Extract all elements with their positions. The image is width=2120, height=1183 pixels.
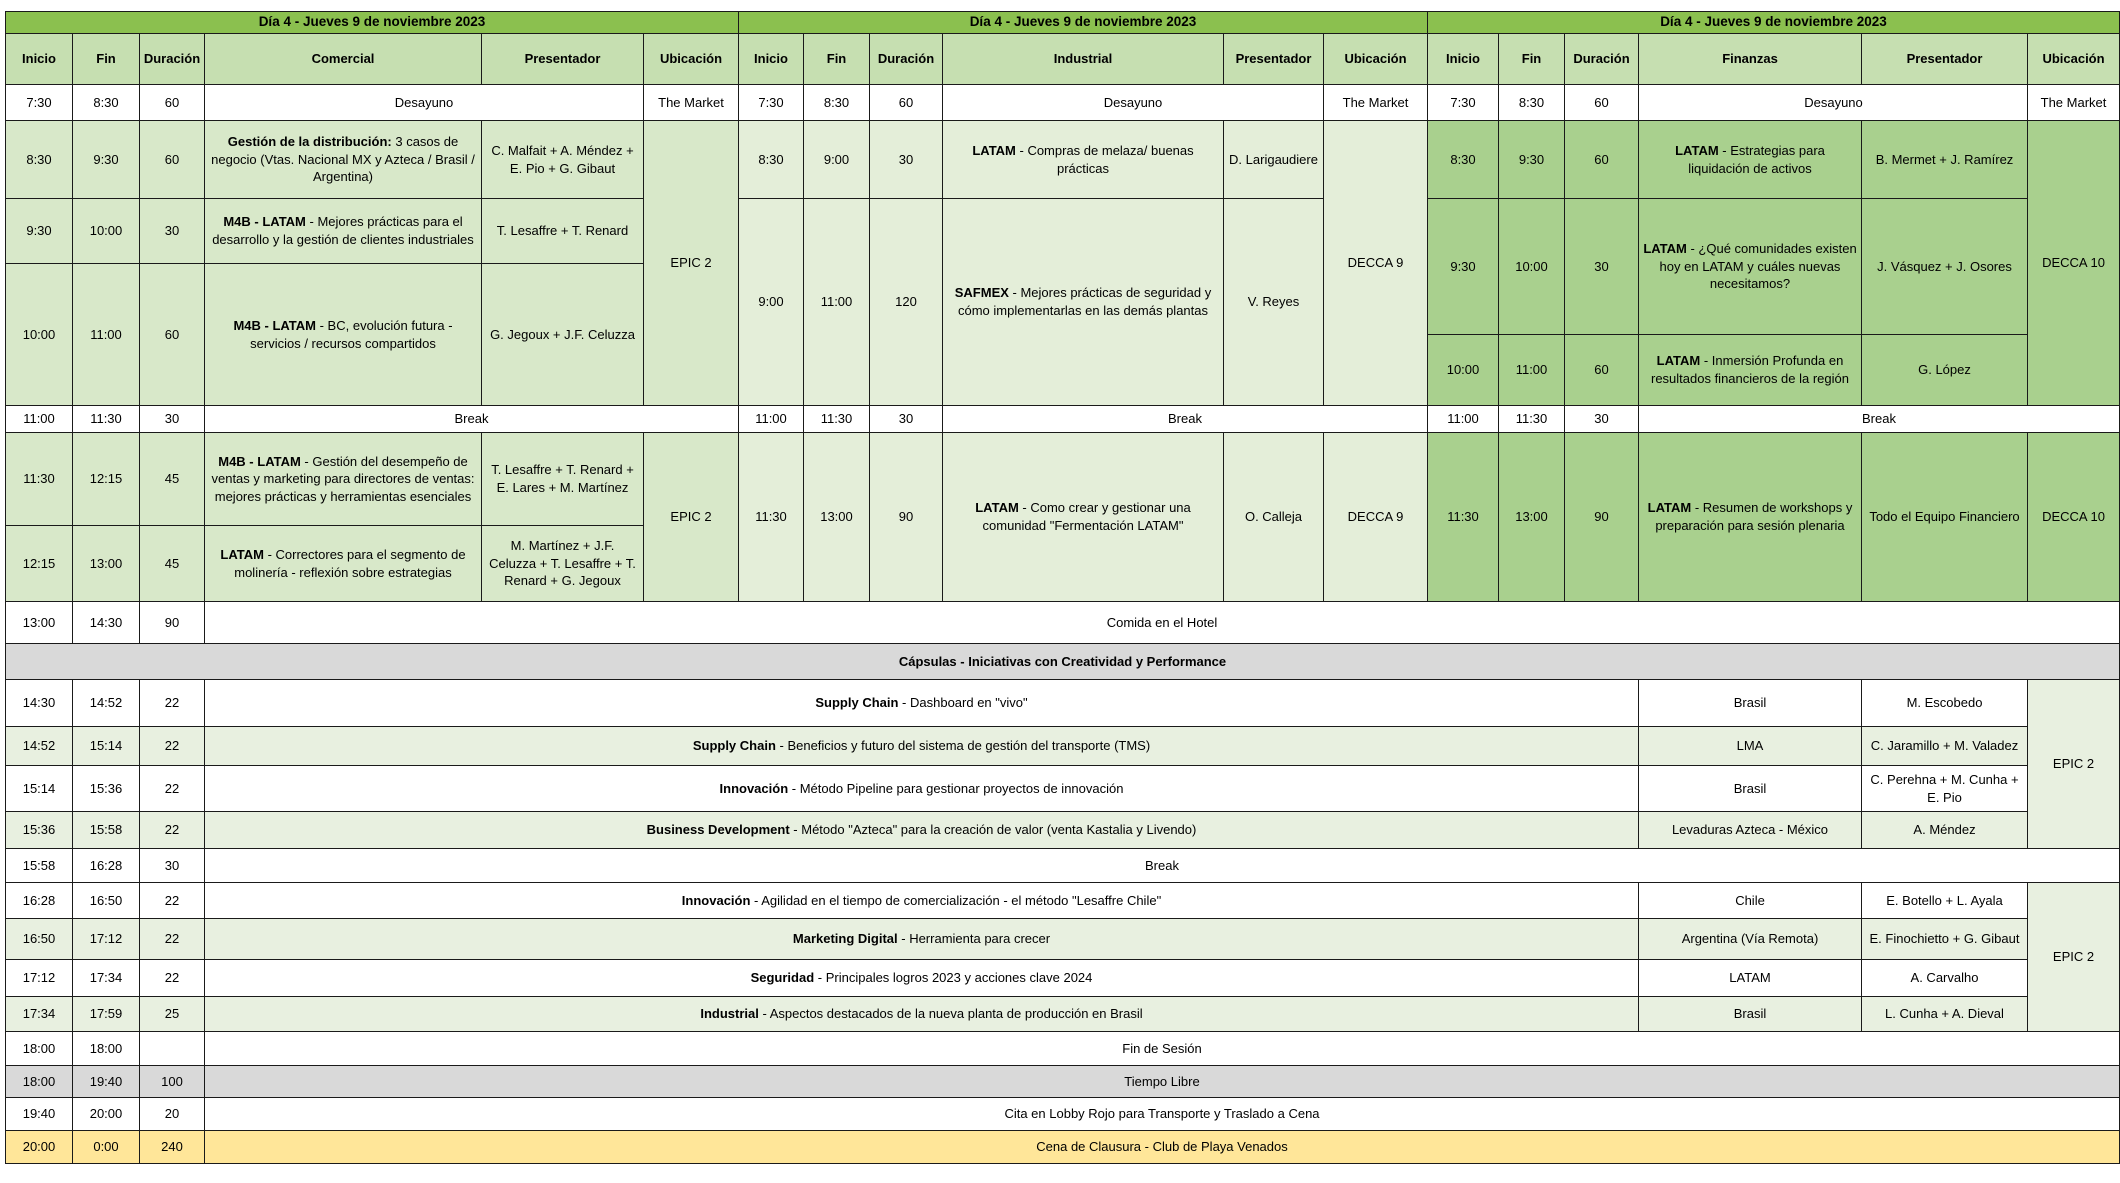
- capsula-2[interactable]: [204, 726, 1639, 766]
- section-title: Cápsulas: [898, 653, 957, 669]
- capsula-title: Seguridad: [750, 970, 815, 986]
- cell-duracion[interactable]: 22: [139, 726, 205, 766]
- cell-fin[interactable]: 13:00: [803, 432, 870, 602]
- cell-inicio[interactable]: 17:34: [5, 996, 73, 1032]
- col-header-fin[interactable]: Fin: [803, 33, 870, 85]
- capsula-title: Industrial: [700, 1006, 759, 1022]
- col-header-fin[interactable]: Fin: [72, 33, 140, 85]
- cell-tiempo-libre[interactable]: Tiempo Libre: [204, 1065, 2120, 1098]
- cell-fin[interactable]: 17:59: [72, 996, 140, 1032]
- cell-fin[interactable]: 0:00: [72, 1130, 140, 1164]
- cell-desayuno[interactable]: Desayuno: [942, 84, 1324, 121]
- cell-duracion[interactable]: 60: [139, 84, 205, 121]
- cell-inicio[interactable]: 10:00: [5, 263, 73, 406]
- presenter-comercial-3[interactable]: G. Jegoux + J.F. Celuzza: [481, 263, 644, 406]
- session-comercial-5[interactable]: [204, 525, 482, 602]
- cell-inicio[interactable]: 14:52: [5, 726, 73, 766]
- cell-location[interactable]: The Market: [2027, 84, 2120, 121]
- day-header-comercial[interactable]: Día 4 - Jueves 9 de noviembre 2023: [5, 11, 739, 34]
- cell-duracion[interactable]: 60: [1564, 334, 1639, 406]
- cell-inicio[interactable]: 7:30: [738, 84, 804, 121]
- col-header-presentador[interactable]: Presentador: [1861, 33, 2028, 85]
- capsula-title: Innovación: [681, 892, 751, 908]
- capsula-3[interactable]: [204, 765, 1639, 812]
- session-finanzas-4[interactable]: [1638, 432, 1862, 602]
- cell-duracion[interactable]: 45: [139, 432, 205, 526]
- cell-break[interactable]: Break: [1638, 405, 2120, 433]
- cell-fin[interactable]: 15:14: [72, 726, 140, 766]
- session-comercial-4[interactable]: [204, 432, 482, 526]
- cell-duracion[interactable]: 100: [139, 1065, 205, 1098]
- section-capsulas[interactable]: [5, 643, 2120, 680]
- cell-fin[interactable]: 11:00: [1498, 334, 1565, 406]
- presenter-finanzas-3[interactable]: G. López: [1861, 334, 2028, 406]
- cell-fin[interactable]: 12:15: [72, 432, 140, 526]
- cell-inicio[interactable]: 15:36: [5, 811, 73, 849]
- col-header-presentador[interactable]: Presentador: [1223, 33, 1324, 85]
- capsula-1[interactable]: [204, 679, 1639, 727]
- session-title: SAFMEX: [954, 285, 1009, 301]
- capsulas-location-1[interactable]: EPIC 2: [2027, 679, 2120, 849]
- capsula-presenter[interactable]: A. Carvalho: [1861, 959, 2028, 997]
- capsula-title: Business Development: [646, 822, 790, 838]
- session-finanzas-3[interactable]: [1638, 334, 1862, 406]
- cell-inicio[interactable]: 15:58: [5, 848, 73, 883]
- session-title: M4B - LATAM: [223, 214, 306, 230]
- cell-fin[interactable]: 15:36: [72, 765, 140, 812]
- presenter-industrial-3[interactable]: O. Calleja: [1223, 432, 1324, 602]
- cell-duracion[interactable]: 60: [1564, 120, 1639, 199]
- presenter-industrial-2[interactable]: V. Reyes: [1223, 198, 1324, 406]
- cell-location[interactable]: The Market: [1323, 84, 1428, 121]
- location-industrial-morning[interactable]: DECCA 9: [1323, 120, 1428, 406]
- session-title: LATAM: [1656, 353, 1701, 369]
- cell-inicio[interactable]: 8:30: [1427, 120, 1499, 199]
- col-header-duracion[interactable]: Duración: [139, 33, 205, 85]
- col-header-duracion[interactable]: Duración: [1564, 33, 1639, 85]
- cell-inicio[interactable]: 14:30: [5, 679, 73, 727]
- cell-fin[interactable]: 11:00: [803, 198, 870, 406]
- cell-duracion[interactable]: 22: [139, 811, 205, 849]
- capsula-title: Innovación: [719, 780, 789, 796]
- col-header-comercial[interactable]: Comercial: [204, 33, 482, 85]
- cell-inicio[interactable]: 18:00: [5, 1031, 73, 1066]
- session-title: M4B - LATAM: [218, 453, 301, 469]
- capsulas-location-2[interactable]: EPIC 2: [2027, 882, 2120, 1032]
- capsula-country[interactable]: Brasil: [1638, 679, 1862, 727]
- capsula-desc: - Beneficios y futuro del sistema de gestión del transporte (TMS): [775, 738, 1151, 754]
- cell-duracion[interactable]: 60: [139, 263, 205, 406]
- capsula-presenter[interactable]: L. Cunha + A. Dieval: [1861, 996, 2028, 1032]
- session-title: Gestión de la distribución:: [227, 134, 392, 150]
- capsula-desc: - Dashboard en "vivo": [898, 695, 1028, 711]
- session-finanzas-1[interactable]: [1638, 120, 1862, 199]
- capsula-title: Supply Chain: [692, 738, 776, 754]
- presenter-comercial-2[interactable]: T. Lesaffre + T. Renard: [481, 198, 644, 264]
- capsula-presenter[interactable]: E. Finochietto + G. Gibaut: [1861, 918, 2028, 960]
- capsula-desc: - Método Pipeline para gestionar proyectos de innovación: [788, 780, 1124, 796]
- cell-inicio[interactable]: 7:30: [1427, 84, 1499, 121]
- col-header-ubicacion[interactable]: Ubicación: [643, 33, 739, 85]
- col-header-ubicacion[interactable]: Ubicación: [2027, 33, 2120, 85]
- session-desc: - Inmersión Profunda en resultados financieros de la región: [1650, 353, 1849, 386]
- session-title: LATAM: [972, 142, 1016, 158]
- session-finanzas-2[interactable]: [1638, 198, 1862, 335]
- col-header-presentador[interactable]: Presentador: [481, 33, 644, 85]
- cell-duracion[interactable]: 60: [869, 84, 943, 121]
- cell-fin[interactable]: 11:00: [72, 263, 140, 406]
- session-desc: 3 casos de negocio (Vtas. Nacional MX y Azteca / Brasil / Argentina): [211, 134, 475, 185]
- capsula-presenter[interactable]: E. Botello + L. Ayala: [1861, 882, 2028, 919]
- cell-fin[interactable]: 9:00: [803, 120, 870, 199]
- cell-fin[interactable]: 15:58: [72, 811, 140, 849]
- presenter-finanzas-1[interactable]: B. Mermet + J. Ramírez: [1861, 120, 2028, 199]
- location-comercial-late[interactable]: EPIC 2: [643, 432, 739, 602]
- col-header-inicio[interactable]: Inicio: [738, 33, 804, 85]
- cell-duracion[interactable]: 30: [139, 848, 205, 883]
- cell-inicio[interactable]: 18:00: [5, 1065, 73, 1098]
- cell-fin[interactable]: 16:50: [72, 882, 140, 919]
- cell-duracion[interactable]: 60: [139, 120, 205, 199]
- cell-fin[interactable]: 13:00: [1498, 432, 1565, 602]
- cell-duracion[interactable]: 25: [139, 996, 205, 1032]
- cell-duracion[interactable]: 22: [139, 959, 205, 997]
- session-title: LATAM: [1647, 500, 1692, 516]
- col-header-industrial[interactable]: Industrial: [942, 33, 1224, 85]
- cell-duracion[interactable]: 20: [139, 1097, 205, 1131]
- cell-duracion[interactable]: 22: [139, 679, 205, 727]
- col-header-finanzas[interactable]: Finanzas: [1638, 33, 1862, 85]
- capsula-country[interactable]: LMA: [1638, 726, 1862, 766]
- cell-inicio[interactable]: 16:28: [5, 882, 73, 919]
- session-desc: - Como crear y gestionar una comunidad "Fermentación LATAM": [982, 500, 1191, 533]
- capsula-country[interactable]: Levaduras Azteca - México: [1638, 811, 1862, 849]
- session-industrial-2[interactable]: [942, 198, 1224, 406]
- session-title: LATAM: [220, 546, 264, 562]
- col-header-inicio[interactable]: Inicio: [5, 33, 73, 85]
- col-header-fin[interactable]: Fin: [1498, 33, 1565, 85]
- cell-fin[interactable]: 8:30: [72, 84, 140, 121]
- cell-fin[interactable]: 9:30: [1498, 120, 1565, 199]
- presenter-comercial-1[interactable]: C. Malfait + A. Méndez + E. Pio + G. Gibaut: [481, 120, 644, 199]
- cell-duracion[interactable]: 240: [139, 1130, 205, 1164]
- presenter-industrial-1[interactable]: D. Larigaudiere: [1223, 120, 1324, 199]
- cell-desayuno[interactable]: Desayuno: [1638, 84, 2029, 121]
- cell-duracion[interactable]: 45: [139, 525, 205, 602]
- cell-desayuno[interactable]: Desayuno: [204, 84, 644, 121]
- cell-inicio[interactable]: 11:00: [1427, 405, 1499, 433]
- presenter-finanzas-4[interactable]: Todo el Equipo Financiero: [1861, 432, 2028, 602]
- cell-inicio[interactable]: 10:00: [1427, 334, 1499, 406]
- cell-location[interactable]: The Market: [643, 84, 739, 121]
- capsula-presenter[interactable]: M. Escobedo: [1861, 679, 2028, 727]
- cell-inicio[interactable]: 8:30: [738, 120, 804, 199]
- cell-inicio[interactable]: 9:00: [738, 198, 804, 406]
- capsula-desc: - Principales logros 2023 y acciones clave 2024: [814, 970, 1093, 986]
- cell-duracion[interactable]: 22: [139, 918, 205, 960]
- cell-cita[interactable]: Cita en Lobby Rojo para Transporte y Traslado a Cena: [204, 1097, 2120, 1131]
- cell-fin[interactable]: 16:28: [72, 848, 140, 883]
- day-header-industrial[interactable]: Día 4 - Jueves 9 de noviembre 2023: [738, 11, 1428, 34]
- session-industrial-1[interactable]: [942, 120, 1224, 199]
- cell-fin[interactable]: 14:30: [72, 601, 140, 644]
- cell-inicio[interactable]: 7:30: [5, 84, 73, 121]
- session-title: LATAM: [1643, 241, 1687, 257]
- cell-duracion[interactable]: 120: [869, 198, 943, 406]
- capsula-presenter[interactable]: C. Perehna + M. Cunha + E. Pio: [1861, 765, 2028, 812]
- capsula-7[interactable]: [204, 959, 1639, 997]
- session-desc: - Compras de melaza/ buenas prácticas: [1015, 142, 1194, 176]
- cell-fin[interactable]: 11:30: [72, 405, 140, 433]
- cell-duracion[interactable]: 90: [1564, 432, 1639, 602]
- capsula-title: Marketing Digital: [792, 931, 898, 947]
- capsula-desc: - Aspectos destacados de la nueva planta de producción en Brasil: [758, 1006, 1143, 1022]
- session-desc: - Gestión del desempeño de ventas y marketing para directores de ventas: mejores prácticas y herramientas esenciales: [211, 453, 475, 504]
- cell-inicio[interactable]: 11:30: [1427, 432, 1499, 602]
- capsula-5[interactable]: [204, 882, 1639, 919]
- cell-fin[interactable]: 17:34: [72, 959, 140, 997]
- capsula-country[interactable]: Brasil: [1638, 765, 1862, 812]
- cell-duracion[interactable]: 30: [139, 198, 205, 264]
- capsula-desc: - Agilidad en el tiempo de comercialización - el método "Lesaffre Chile": [750, 892, 1162, 908]
- cell-cena[interactable]: Cena de Clausura - Club de Playa Venados: [204, 1130, 2120, 1164]
- capsula-country[interactable]: Chile: [1638, 882, 1862, 919]
- session-comercial-2[interactable]: [204, 198, 482, 264]
- cell-inicio[interactable]: 11:00: [738, 405, 804, 433]
- session-desc: - Correctores para el segmento de molinería - reflexión sobre estrategias: [234, 546, 466, 580]
- cell-fin[interactable]: 11:30: [803, 405, 870, 433]
- session-desc: - Mejores prácticas de seguridad y cómo implementarlas en las demás plantas: [957, 285, 1212, 318]
- cell-duracion[interactable]: 30: [1564, 198, 1639, 335]
- session-desc: - Estrategias para liquidación de activos: [1688, 142, 1825, 176]
- cell-inicio[interactable]: 11:30: [738, 432, 804, 602]
- cell-duracion[interactable]: 22: [139, 765, 205, 812]
- cell-inicio[interactable]: 9:30: [1427, 198, 1499, 335]
- cell-duracion[interactable]: 22: [139, 882, 205, 919]
- cell-inicio[interactable]: 9:30: [5, 198, 73, 264]
- capsula-desc: - Método "Azteca" para la creación de valor (venta Kastalia y Livendo): [789, 822, 1197, 838]
- capsula-title: Supply Chain: [815, 695, 899, 711]
- capsula-4[interactable]: [204, 811, 1639, 849]
- day-header-finanzas[interactable]: Día 4 - Jueves 9 de noviembre 2023: [1427, 11, 2120, 34]
- capsula-country[interactable]: Brasil: [1638, 996, 1862, 1032]
- cell-duracion[interactable]: 30: [139, 405, 205, 433]
- session-desc: - Mejores prácticas para el desarrollo y la gestión de clientes industriales: [212, 214, 474, 247]
- cell-fin-sesion[interactable]: Fin de Sesión: [204, 1031, 2120, 1066]
- session-desc: - ¿Qué comunidades existen hoy en LATAM y cuáles nuevas necesitamos?: [1659, 241, 1857, 292]
- capsula-country[interactable]: Argentina (Vía Remota): [1638, 918, 1862, 960]
- location-comercial-morning[interactable]: EPIC 2: [643, 120, 739, 406]
- cell-inicio[interactable]: 11:00: [5, 405, 73, 433]
- col-header-duracion[interactable]: Duración: [869, 33, 943, 85]
- cell-fin[interactable]: 17:12: [72, 918, 140, 960]
- cell-duracion-empty[interactable]: [139, 1031, 205, 1066]
- presenter-comercial-5[interactable]: M. Martínez + J.F. Celuzza + T. Lesaffre + T. Renard + G. Jegoux: [481, 525, 644, 602]
- cell-duracion[interactable]: 90: [869, 432, 943, 602]
- cell-fin[interactable]: 19:40: [72, 1065, 140, 1098]
- cell-inicio[interactable]: 11:30: [5, 432, 73, 526]
- location-finanzas-morning[interactable]: DECCA 10: [2027, 120, 2120, 406]
- capsula-country[interactable]: LATAM: [1638, 959, 1862, 997]
- cell-fin[interactable]: 8:30: [803, 84, 870, 121]
- cell-duracion[interactable]: 30: [869, 120, 943, 199]
- cell-fin[interactable]: 8:30: [1498, 84, 1565, 121]
- capsula-8[interactable]: [204, 996, 1639, 1032]
- session-title: M4B - LATAM: [233, 317, 316, 333]
- session-title: LATAM: [1675, 142, 1719, 158]
- cell-duracion[interactable]: 30: [1564, 405, 1639, 433]
- cell-inicio[interactable]: 8:30: [5, 120, 73, 199]
- capsula-presenter[interactable]: A. Méndez: [1861, 811, 2028, 849]
- location-industrial-late[interactable]: DECCA 9: [1323, 432, 1428, 602]
- session-desc: - Resumen de workshops y preparación para sesión plenaria: [1655, 500, 1853, 533]
- session-title: LATAM: [975, 500, 1019, 516]
- cell-fin[interactable]: 13:00: [72, 525, 140, 602]
- capsula-6[interactable]: [204, 918, 1639, 960]
- cell-inicio[interactable]: 19:40: [5, 1097, 73, 1131]
- cell-inicio[interactable]: 13:00: [5, 601, 73, 644]
- cell-fin[interactable]: 10:00: [1498, 198, 1565, 335]
- presenter-finanzas-2[interactable]: J. Vásquez + J. Osores: [1861, 198, 2028, 335]
- col-header-inicio[interactable]: Inicio: [1427, 33, 1499, 85]
- cell-inicio[interactable]: 17:12: [5, 959, 73, 997]
- cell-break[interactable]: Break: [942, 405, 1428, 433]
- cell-comida[interactable]: Comida en el Hotel: [204, 601, 2120, 644]
- session-comercial-3[interactable]: [204, 263, 482, 406]
- cell-inicio[interactable]: 15:14: [5, 765, 73, 812]
- cell-inicio[interactable]: 20:00: [5, 1130, 73, 1164]
- cell-inicio[interactable]: 16:50: [5, 918, 73, 960]
- presenter-comercial-4[interactable]: T. Lesaffre + T. Renard + E. Lares + M. Martínez: [481, 432, 644, 526]
- cell-fin[interactable]: 9:30: [72, 120, 140, 199]
- cell-inicio[interactable]: 12:15: [5, 525, 73, 602]
- location-finanzas-late[interactable]: DECCA 10: [2027, 432, 2120, 602]
- cell-fin[interactable]: 11:30: [1498, 405, 1565, 433]
- capsula-desc: - Herramienta para crecer: [897, 931, 1051, 947]
- cell-break[interactable]: Break: [204, 405, 739, 433]
- cell-fin[interactable]: 20:00: [72, 1097, 140, 1131]
- cell-break[interactable]: Break: [204, 848, 2120, 883]
- session-industrial-3[interactable]: [942, 432, 1224, 602]
- section-subtitle: - Iniciativas con Creatividad y Performance: [956, 653, 1227, 669]
- cell-duracion[interactable]: 30: [869, 405, 943, 433]
- cell-duracion[interactable]: 60: [1564, 84, 1639, 121]
- cell-duracion[interactable]: 90: [139, 601, 205, 644]
- capsula-presenter[interactable]: C. Jaramillo + M. Valadez: [1861, 726, 2028, 766]
- cell-fin[interactable]: 18:00: [72, 1031, 140, 1066]
- cell-fin[interactable]: 10:00: [72, 198, 140, 264]
- cell-fin[interactable]: 14:52: [72, 679, 140, 727]
- session-desc: - BC, evolución futura - servicios / recursos compartidos: [250, 317, 453, 351]
- session-comercial-1[interactable]: [204, 120, 482, 199]
- col-header-ubicacion[interactable]: Ubicación: [1323, 33, 1428, 85]
